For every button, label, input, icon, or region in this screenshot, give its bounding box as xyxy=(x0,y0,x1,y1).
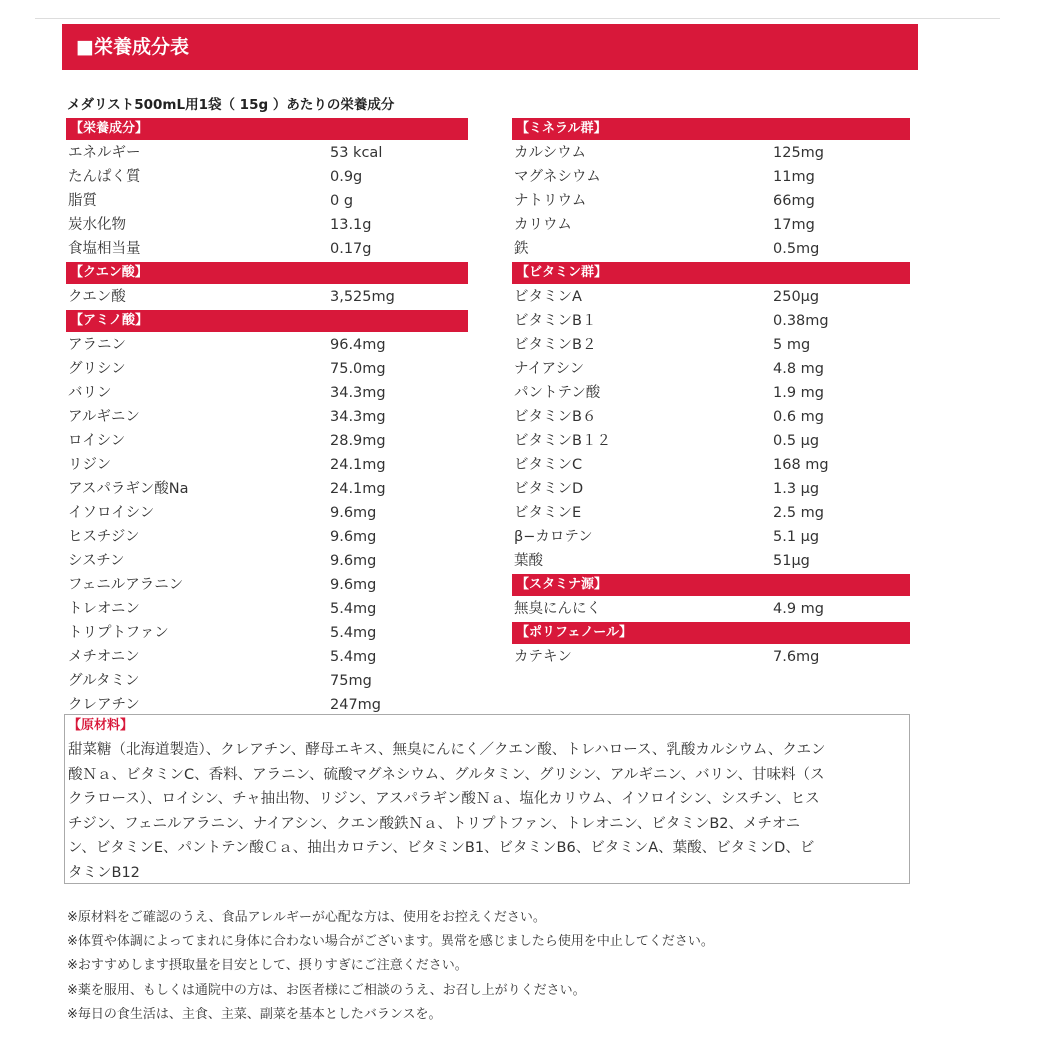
nutrient-amount: 51μg xyxy=(773,553,810,569)
nutrient-amount: 1.9 mg xyxy=(773,385,824,401)
nutrient-amount: 247mg xyxy=(330,697,382,713)
nutrient-row xyxy=(512,381,910,405)
nutrient-amount: 28.9mg xyxy=(330,433,386,449)
nutrient-amount: 5.4mg xyxy=(330,625,377,641)
nutrient-amount: 4.9 mg xyxy=(773,601,824,617)
nutrient-row xyxy=(66,525,468,549)
nutrient-amount: 17mg xyxy=(773,217,815,233)
nutrient-name: ビタミンB２ xyxy=(514,337,597,353)
nutrient-name: 炭水化物 xyxy=(68,217,126,233)
nutrient-name: リジン xyxy=(68,457,112,473)
caution-note: ※体質や体調によってまれに身体に合わない場合がございます。異常を感じましたら使用を中止してください。 xyxy=(67,934,714,950)
nutrient-amount: 75.0mg xyxy=(330,361,386,377)
nutrient-row xyxy=(512,645,910,669)
section-header: 【クエン酸】 xyxy=(66,262,468,284)
section-header: 【スタミナ源】 xyxy=(512,574,910,596)
nutrient-amount: 66mg xyxy=(773,193,815,209)
nutrient-name: クレアチン xyxy=(68,697,140,713)
nutrient-amount: 53 kcal xyxy=(330,145,383,161)
nutrient-name: エネルギー xyxy=(68,145,141,161)
nutrient-amount: 0 g xyxy=(330,193,354,209)
page-title: ■栄養成分表 xyxy=(62,24,918,70)
nutrient-row xyxy=(66,237,468,261)
left-nutrition-column xyxy=(66,117,468,717)
nutrient-amount: 5 mg xyxy=(773,337,811,353)
nutrient-name: 葉酸 xyxy=(514,553,543,569)
nutrient-name: グルタミン xyxy=(68,673,140,689)
serving-subtitle: メダリスト500mL用1袋（ 15g ）あたりの栄養成分 xyxy=(67,97,395,113)
nutrient-name: 無臭にんにく xyxy=(514,601,601,617)
ingredients-line: タミンB12 xyxy=(68,864,140,881)
nutrient-amount: 0.17g xyxy=(330,241,372,257)
nutrient-name: ナイアシン xyxy=(514,361,585,377)
nutrient-amount: 0.6 mg xyxy=(773,409,824,425)
nutrient-amount: 96.4mg xyxy=(330,337,386,353)
nutrient-amount: 13.1g xyxy=(330,217,372,233)
nutrient-row xyxy=(66,597,468,621)
nutrient-row xyxy=(512,405,910,429)
nutrient-name: ビタミンB１２ xyxy=(514,433,611,449)
caution-note: ※毎日の食生活は、主食、主菜、副菜を基本としたバランスを。 xyxy=(67,1006,442,1022)
nutrient-name: ビタミンC xyxy=(514,457,583,473)
nutrient-amount: 1.3 μg xyxy=(773,481,820,497)
nutrient-name: アスパラギン酸Na xyxy=(68,481,189,497)
ingredients-title: 【原材料】 xyxy=(68,718,134,733)
section-header: 【ポリフェノール】 xyxy=(512,622,910,644)
nutrient-name: 鉄 xyxy=(514,241,529,257)
nutrient-amount: 9.6mg xyxy=(330,553,377,569)
ingredients-line: 甜菜糖（北海道製造）、クレアチン、酵母エキス、無臭にんにく／クエン酸、トレハロース、乳酸カルシウム、クエン xyxy=(68,742,826,758)
section-header: 【ミネラル群】 xyxy=(512,118,910,140)
nutrient-row xyxy=(66,501,468,525)
nutrient-name: マグネシウム xyxy=(514,169,601,185)
nutrient-name: ヒスチジン xyxy=(68,529,140,545)
nutrient-name: シスチン xyxy=(68,553,125,569)
top-divider xyxy=(35,18,1000,19)
section-header: 【栄養成分】 xyxy=(66,118,468,140)
nutrient-row xyxy=(512,141,910,165)
nutrient-row xyxy=(66,645,468,669)
caution-note: ※おすすめします摂取量を目安として、摂りすぎにご注意ください。 xyxy=(67,958,468,974)
nutrient-name: フェニルアラニン xyxy=(68,577,184,593)
nutrient-name: ビタミンE xyxy=(514,505,582,521)
nutrient-amount: 0.9g xyxy=(330,169,363,185)
nutrient-row xyxy=(512,285,910,309)
nutrient-row xyxy=(66,213,468,237)
nutrient-name: トレオニン xyxy=(68,601,140,617)
nutrient-name: クエン酸 xyxy=(68,289,126,305)
nutrient-row xyxy=(66,189,468,213)
nutrient-row xyxy=(512,237,910,261)
nutrient-amount: 5.4mg xyxy=(330,649,377,665)
nutrient-name: たんぱく質 xyxy=(68,169,141,185)
nutrient-row xyxy=(66,357,468,381)
nutrient-row xyxy=(512,501,910,525)
nutrient-row xyxy=(512,357,910,381)
nutrient-name: ビタミンD xyxy=(514,481,584,497)
nutrient-row xyxy=(66,669,468,693)
nutrient-amount: 24.1mg xyxy=(330,457,386,473)
nutrient-name: カリウム xyxy=(514,217,572,233)
ingredients-line: クラロース）、ロイシン、チャ抽出物、リジン、アスパラギン酸Ｎａ、塩化カリウム、イソロイシン、シスチン、ヒス xyxy=(68,791,820,807)
nutrient-name: パントテン酸 xyxy=(514,385,601,401)
nutrient-row xyxy=(512,597,910,621)
nutrient-row xyxy=(512,549,910,573)
nutrient-name: ビタミンA xyxy=(514,289,582,305)
nutrient-row xyxy=(66,477,468,501)
nutrient-name: イソロイシン xyxy=(68,505,155,521)
nutrient-row xyxy=(66,573,468,597)
right-nutrition-column xyxy=(512,117,910,669)
section-header: 【アミノ酸】 xyxy=(66,310,468,332)
nutrient-amount: 250μg xyxy=(773,289,820,305)
nutrient-amount: 9.6mg xyxy=(330,529,377,545)
nutrient-amount: 168 mg xyxy=(773,457,829,473)
nutrient-amount: 75mg xyxy=(330,673,372,689)
nutrient-row xyxy=(512,309,910,333)
nutrient-row xyxy=(66,429,468,453)
nutrient-row xyxy=(512,213,910,237)
nutrient-row xyxy=(512,429,910,453)
nutrient-row xyxy=(512,165,910,189)
nutrient-name: ロイシン xyxy=(68,433,126,449)
nutrient-name: カルシウム xyxy=(514,145,586,161)
nutrient-row xyxy=(66,141,468,165)
nutrient-amount: 7.6mg xyxy=(773,649,820,665)
nutrient-row xyxy=(66,381,468,405)
nutrient-row xyxy=(66,285,468,309)
nutrient-amount: 125mg xyxy=(773,145,825,161)
caution-note: ※原材料をご確認のうえ、食品アレルギーが心配な方は、使用をお控えください。 xyxy=(67,910,546,925)
nutrient-name: ビタミンB１ xyxy=(514,313,597,329)
nutrient-row xyxy=(66,549,468,573)
section-header: 【ビタミン群】 xyxy=(512,262,910,284)
nutrient-name: トリプトファン xyxy=(68,625,169,641)
nutrient-amount: 9.6mg xyxy=(330,505,377,521)
nutrient-amount: 34.3mg xyxy=(330,409,386,425)
ingredients-text xyxy=(68,738,906,885)
nutrient-row xyxy=(66,333,468,357)
nutrient-row xyxy=(66,165,468,189)
nutrient-amount: 2.5 mg xyxy=(773,505,824,521)
nutrient-amount: 5.1 μg xyxy=(773,529,820,545)
nutrient-amount: 0.5 μg xyxy=(773,433,820,449)
nutrient-name: メチオニン xyxy=(68,649,140,665)
nutrient-amount: 11mg xyxy=(773,169,815,185)
nutrient-amount: 24.1mg xyxy=(330,481,386,497)
nutrient-name: アルギニン xyxy=(68,409,140,425)
nutrient-row xyxy=(512,453,910,477)
nutrient-row xyxy=(512,477,910,501)
nutrient-amount: 4.8 mg xyxy=(773,361,824,377)
nutrient-row xyxy=(66,621,468,645)
nutrient-name: ナトリウム xyxy=(514,193,587,209)
nutrient-amount: 34.3mg xyxy=(330,385,386,401)
nutrient-amount: 0.38mg xyxy=(773,313,829,329)
nutrient-row xyxy=(66,453,468,477)
nutrient-name: バリン xyxy=(68,385,112,401)
nutrient-name: グリシン xyxy=(68,361,126,377)
caution-note: ※薬を服用、もしくは通院中の方は、お医者様にご相談のうえ、お召し上がりください。 xyxy=(67,982,586,998)
nutrient-amount: 5.4mg xyxy=(330,601,377,617)
nutrient-row xyxy=(512,189,910,213)
nutrient-name: ビタミンB６ xyxy=(514,409,597,425)
nutrient-amount: 3,525mg xyxy=(330,289,395,305)
nutrient-name: アラニン xyxy=(68,337,126,353)
nutrient-amount: 9.6mg xyxy=(330,577,377,593)
ingredients-line: 酸Ｎａ、ビタミンC、香料、アラニン、硫酸マグネシウム、グルタミン、グリシン、アルギニン、バリン、甘味料（ス xyxy=(68,766,825,783)
nutrient-row xyxy=(512,333,910,357)
caution-notes xyxy=(67,906,714,1027)
nutrient-row xyxy=(66,405,468,429)
nutrient-name: β−カロテン xyxy=(514,529,593,545)
nutrient-row xyxy=(512,525,910,549)
ingredients-box xyxy=(64,714,910,884)
nutrient-amount: 0.5mg xyxy=(773,241,820,257)
nutrient-name: 脂質 xyxy=(68,193,97,209)
nutrient-name: 食塩相当量 xyxy=(68,241,141,257)
nutrient-name: カテキン xyxy=(514,649,572,665)
ingredients-line: ン、ビタミンE、パントテン酸Ｃａ、抽出カロテン、ビタミンB1、ビタミンB6、ビタミンA、葉酸、ビタミンD、ビ xyxy=(68,840,815,856)
ingredients-line: チジン、フェニルアラニン、ナイアシン、クエン酸鉄Ｎａ、トリプトファン、トレオニン、ビタミンB2、メチオニ xyxy=(68,815,801,832)
